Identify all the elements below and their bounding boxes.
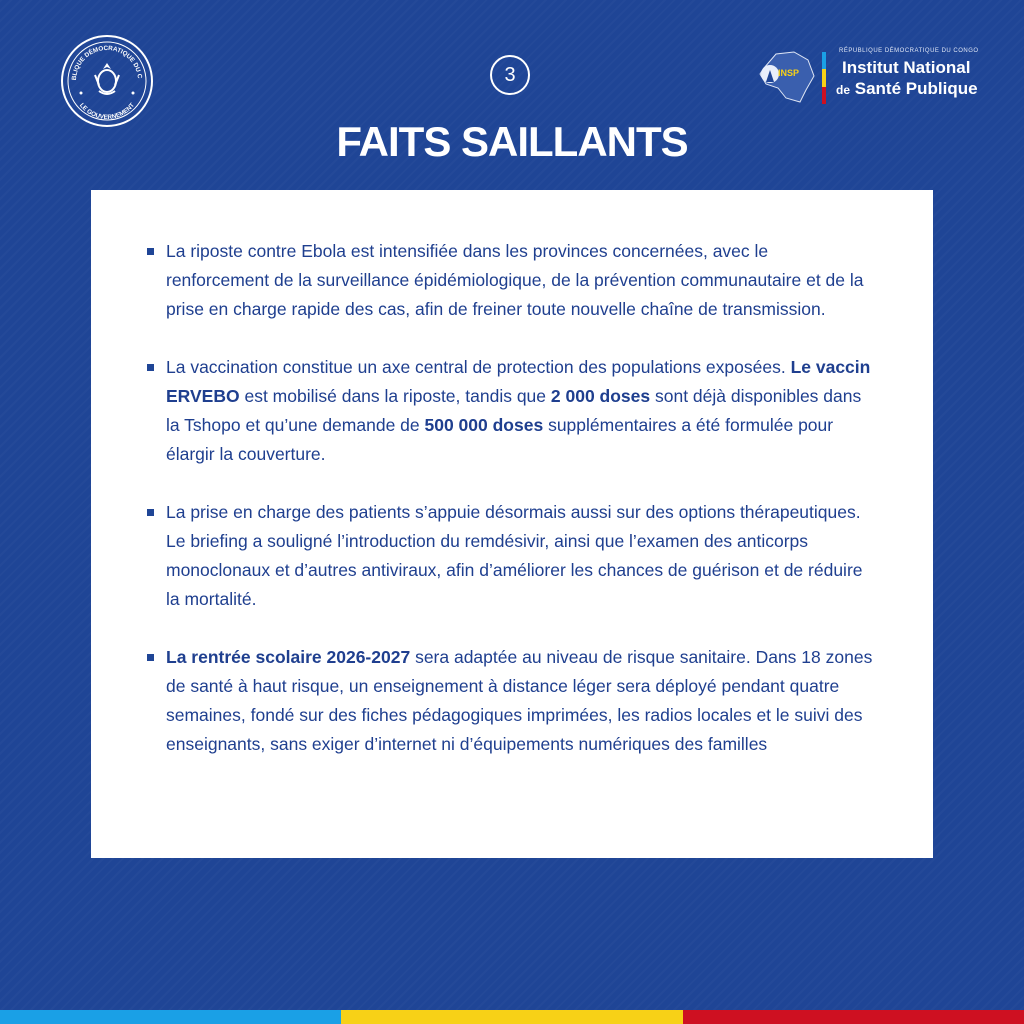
page-title: FAITS SAILLANTS — [336, 118, 688, 165]
list-item — [91, 237, 933, 324]
bullet-text: La prise en charge des patients s’appuie désormais aussi sur des options thérapeutiques. Le briefing a souligné l’introduction du remdésivir, ainsi que l’examen des anticorps monoclonaux et d’autres antiviraux, afin d’améliorer les chances de guérison et de réduire la mortalité. — [166, 502, 863, 609]
bullet-icon — [147, 248, 154, 255]
bullet-icon — [147, 654, 154, 661]
page-number-badge: 3 — [490, 55, 530, 95]
insp-logo — [756, 48, 986, 106]
bullet-text: supplémentaires a été formulée pour élargir la couverture. — [166, 415, 834, 464]
list-item — [91, 498, 933, 614]
logo-flag-divider — [822, 52, 826, 104]
highlights-list — [91, 237, 933, 788]
institute-name-line1: Institut National — [842, 58, 971, 77]
government-seal — [59, 33, 155, 129]
institute-name-prefix: de — [836, 83, 851, 97]
bullet-bold-text: 2 000 doses — [550, 386, 651, 406]
institute-name-main: Santé Publique — [854, 79, 978, 98]
congo-map-icon — [756, 48, 818, 106]
institute-name-line2 — [836, 79, 978, 99]
institute-country-text: RÉPUBLIQUE DÉMOCRATIQUE DU CONGO — [839, 48, 979, 54]
flag-stripe-red — [683, 1010, 1024, 1024]
bullet-text: sera adaptée au niveau de risque sanitaire. Dans 18 zones de santé à haut risque, un enseignement à distance léger sera déployé pendant quatre semaines, fondé sur des fiches pédagogiques imprimées, les radios locales et le suivi des enseignants, sans exiger d’internet ni d’équipements numériques des familles — [166, 647, 873, 754]
bullet-text: est mobilisé dans la riposte, tandis que — [239, 386, 551, 406]
bullet-bold-text: Le vaccin ERVEBO — [166, 357, 871, 406]
bullet-text: sont déjà disponibles dans la Tshopo et qu’une demande de — [166, 386, 862, 435]
seal-emblem-icon — [59, 33, 155, 129]
list-item — [91, 643, 933, 759]
bullet-text: La vaccination constitue un axe central de protection des populations exposées. — [166, 357, 791, 377]
bullet-bold-text: La rentrée scolaire 2026-2027 — [166, 647, 411, 667]
flag-stripe-blue — [0, 1010, 341, 1024]
bullet-text: La riposte contre Ebola est intensifiée dans les provinces concernées, avec le renforcement de la surveillance épidémiologique, de la prévention communautaire et de la prise en charge rapide des cas, afin de freiner toute nouvelle chaîne de transmission. — [166, 241, 864, 319]
bullet-bold-text: 500 000 doses — [424, 415, 544, 435]
bullet-icon — [147, 509, 154, 516]
flag-stripe-yellow — [341, 1010, 682, 1024]
bullet-icon — [147, 364, 154, 371]
flag-stripe — [0, 1010, 1024, 1024]
seal-bottom-text: LE GOUVERNEMENT — [77, 101, 137, 122]
content-card — [91, 190, 933, 858]
insp-logo-text: INSP — [778, 68, 800, 78]
seal-top-text: BLIQUE DÉMOCRATIQUE DU C — [70, 44, 143, 81]
list-item — [91, 353, 933, 469]
